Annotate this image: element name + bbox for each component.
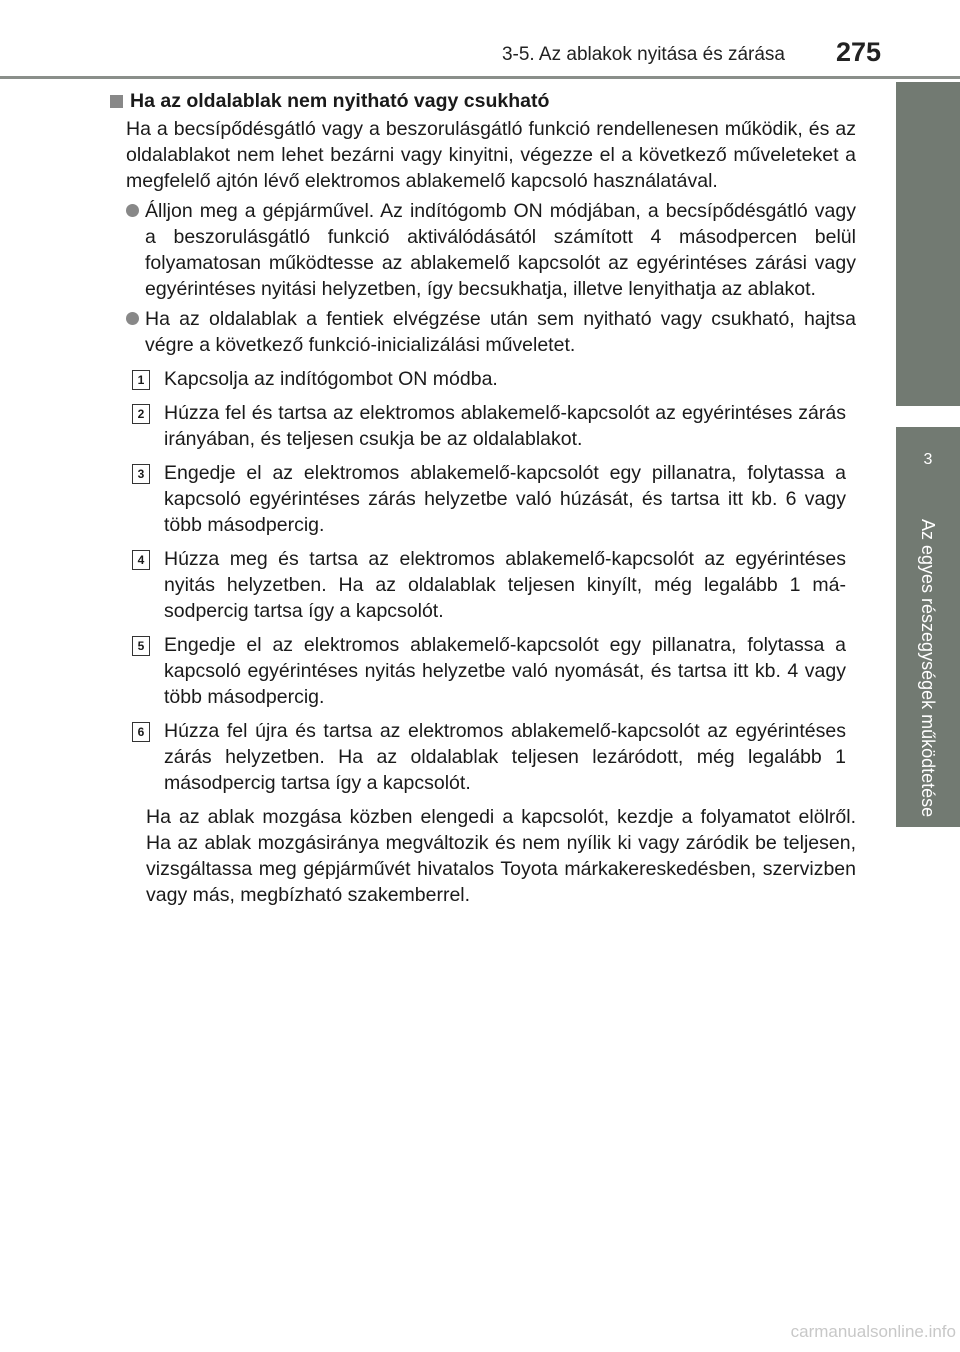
side-tab-label: Az egyes részegységek működtetése <box>918 519 938 818</box>
step-text: Húzza meg és tartsa az elektromos ablakemelő-kapcsolót az egyérintéses nyitás helyzetben. Ha az oldalablak teljesen kinyílt, még legalább 1 másodpercig tartsa így a kapcsolót. <box>164 548 846 622</box>
step-text: Húzza fel és tartsa az elektromos ablakemelő-kapcsolót az egyérintéses zárás irányában, és teljesen csukja be az oldalablakot. <box>164 402 846 450</box>
circle-bullet-icon <box>126 204 139 217</box>
side-tab-number: 3 <box>923 451 933 468</box>
step-item <box>132 718 856 796</box>
step-number: 5 <box>132 636 150 656</box>
header-title: 3-5. Az ablakok nyitása és zárása <box>501 44 785 65</box>
step-text: Engedje el az elektromos ablakemelő-kapcsolót egy pillanatra, folytassa a kapcsoló egyérintéses zárás helyzetbe való húzását, és tartsa itt kb. 6 vagy több másodpercig. <box>164 462 846 536</box>
step-number: 6 <box>132 722 150 742</box>
intro-paragraph: Ha a becsípődésgátló vagy a beszorulásgátló funkció rendellenesen működik, és az oldalablakot nem lehet bezárni vagy kinyitni, végezze el a következő műveleteket a megfelelő ajtón lévő elektromos ablakemelő kapcsoló használatával. <box>126 118 856 192</box>
side-tab-chapter <box>896 427 960 827</box>
square-bullet-icon <box>110 95 123 108</box>
bullet-item <box>126 306 856 358</box>
section-heading <box>108 88 856 114</box>
content <box>108 88 856 908</box>
step-item <box>132 400 856 452</box>
section-heading-text: Ha az oldalablak nem nyitható vagy csukható <box>130 90 550 112</box>
step-number: 1 <box>132 370 150 390</box>
closing-paragraph: Ha az ablak mozgása közben elengedi a kapcsolót, kezdje a folyamatot elölről. Ha az ablak mozgásiránya megváltozik és nem nyílik ki vagy záródik be teljesen, vizsgáltassa meg gépjárművét hivatalos Toyota márkakereskedésben, szervizben vagy más, megbízható szakemberrel. <box>146 806 856 906</box>
watermark: carmanualsonline.info <box>790 1322 956 1341</box>
step-item <box>132 546 856 624</box>
step-text: Kapcsolja az indítógombot ON módba. <box>164 368 498 390</box>
step-text: Engedje el az elektromos ablakemelő-kapcsolót egy pillanatra, folytassa a kapcsoló egyérintéses nyitás helyzetbe való nyomását, és tartsa itt kb. 4 vagy több másodpercig. <box>164 634 846 708</box>
step-number: 4 <box>132 550 150 570</box>
step-item <box>132 366 856 392</box>
step-item <box>132 460 856 538</box>
step-list <box>108 366 856 796</box>
step-number: 2 <box>132 404 150 424</box>
side-tab-top <box>896 82 960 406</box>
step-text: Húzza fel újra és tartsa az elektromos ablakemelő-kapcsolót az egyérintéses zárás helyzetben. Ha az oldalablak teljesen lezáródott, még legalább 1 másodpercig tartsa így a kapcsolót. <box>164 720 846 794</box>
header-rule <box>0 76 960 79</box>
bullet-text: Álljon meg a gépjárművel. Az indítógomb ON módjában, a becsípődésgátló vagy a beszorulásgátló funkció aktiválódásától számított 4 másodpercen belül folyamatosan működtesse az ablakemelő kapcsolót az egyérintéses zárási vagy egyérintéses nyitási helyzetben, így becsukhatja, illetve lenyithatja az ablakot. <box>145 200 856 300</box>
bullet-text: Ha az oldalablak a fentiek elvégzése után sem nyitható vagy csukható, hajtsa végre a következő funkció-inicializálási műveletet. <box>145 308 856 356</box>
circle-bullet-icon <box>126 312 139 325</box>
bullet-item <box>126 198 856 302</box>
page-number: 275 <box>836 37 882 67</box>
step-item <box>132 632 856 710</box>
step-number: 3 <box>132 464 150 484</box>
